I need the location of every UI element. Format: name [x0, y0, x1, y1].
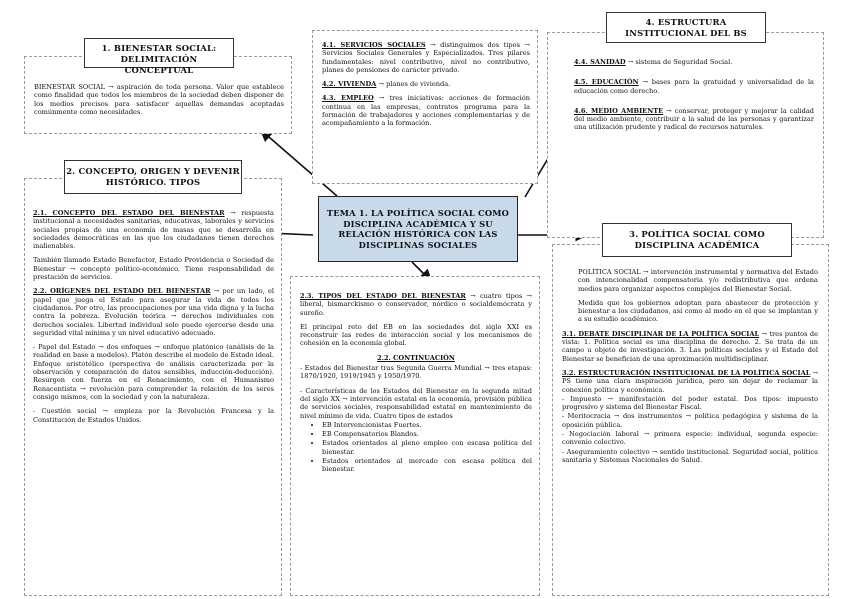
- heading-continuacion: 2.2. CONTINUACIÓN: [377, 353, 455, 362]
- central-topic-title: TEMA 1. LA POLÍTICA SOCIAL COMO DISCIPLINA ACADÉMICA Y SU RELACIÓN HISTÓRICA CON LAS DISCIPLINAS SOCIALES: [326, 208, 510, 250]
- heading-3-2: 3.2. ESTRUCTURACIÓN INSTITUCIONAL DE LA POLÍTICA SOCIAL: [562, 368, 811, 377]
- heading-4-3: 4.3. EMPLEO: [322, 94, 374, 103]
- heading-2-2: 2.2. ORÍGENES DEL ESTADO DEL BIENESTAR: [33, 287, 211, 296]
- list-item: • EB Intervencionistas Fuertes.: [322, 421, 532, 429]
- text-cuestion-social: - Cuestión social → empieza por la Revolución Francesa y la Constitución de Estados Unidos.: [33, 407, 274, 424]
- heading-4-6: 4.6. MEDIO AMBIENTE: [574, 106, 664, 115]
- section-1-text: BIENESTAR SOCIAL → aspiración de toda persona. Valor que establece como finalidad que todos los miembros de la sociedad deben disponer de los medios precisos para satisfacer aquellas demandas aceptadas comúnmente como necesidades.: [34, 83, 284, 116]
- list-item: • EB Compensatorios Blandos.: [322, 430, 532, 438]
- text-4-4: → sistema de Seguridad Social.: [625, 58, 733, 66]
- section-4-content: [574, 58, 814, 138]
- heading-4-5: 4.5. EDUCACIÓN: [574, 78, 639, 87]
- heading-3-1: 3.1. DEBATE DISCIPLINAR DE LA POLÍTICA SOCIAL: [562, 329, 760, 338]
- text-impuesto: - Impuesto → manifestación del poder estatal. Dos tipos: impuesto progresivo y sistema del Bienestar Fiscal.: [562, 394, 818, 412]
- text-reto-eb: El principal reto del EB en las sociedades del siglo XXI es reconstruir las redes de interacción social y los mecanismos de cohesión en la economía global.: [300, 322, 532, 348]
- text-negociacion: - Negociación laboral → primera especie: individual, segunda especie: convenio colectivo.: [562, 430, 818, 447]
- section-2-content: [33, 209, 274, 430]
- text-3-1: → tres puntos de vista: 1. Política social es una disciplina de derecho. 2. Se trata de un campo u objeto de investigación. 3. Las políticas sociales y el Estado del Bienestar se benefician de una aproximación multidisciplinar.: [562, 329, 818, 363]
- text-caracteristicas: - Características de los Estados del Bienestar en la segunda mitad del siglo XX → intervención estatal en la economía, provisión pública de servicios sociales, responsabilidad estatal en mantenimiento de nivel mínimo de vida. Cuatro tipos de estados: [300, 386, 532, 420]
- text-aseguramiento: - Aseguramiento colectivo → sentido institucional. Seguridad social, política sanitaria y Sistemas Nacionales de Salud.: [562, 447, 818, 464]
- central-topic: [318, 196, 518, 262]
- text-4-6: → conservar, proteger y mejorar la calidad del medio ambiente, contribuir a la salud de las personas y garantizar una utilización prudente y radical de recursos naturales.: [574, 106, 814, 132]
- section-4-top-content: [322, 41, 530, 134]
- text-4-2: → planes de vivienda.: [376, 80, 451, 89]
- text-2-1: → respuesta institucional a necesidades sanitarias, educativas, laborales y servicios sociales propias de una economía de masas que se desarrolla en sociedades democráticas en las que los ciudadanos tienen derechos inalienables.: [33, 209, 274, 251]
- section-3-title: 3. POLÍTICA SOCIAL COMO DISCIPLINA ACADÉMICA: [602, 223, 792, 257]
- tipos-estados-list: [300, 421, 532, 474]
- section-2-title: 2. CONCEPTO, ORIGEN Y DEVENIR HISTÓRICO. TIPOS: [64, 160, 242, 194]
- section-2-3-content: [300, 292, 532, 475]
- section-3-content: [562, 268, 818, 465]
- text-etapas: - Estados del Bienestar tras Segunda Guerra Mundial → tres etapas: 1870/1920, 1919/1945 y 1950/1970.: [300, 364, 532, 381]
- text-papel-estado: - Papel del Estado → dos enfoques → enfoque platónico (análisis de la realidad en base a modelos). Platón describe el modelo de Estado ideal. Enfoque aristotélico (perspectiva de análisis caracterizada por la observación y comparación de datos sensibles, inducción-deducción). Resurgen con fuerza en el Renacimiento, con el Humanismo Renacentista → revolución para comprender la relación de los seres consigo mismos, con la sociedad y con la naturaleza.: [33, 343, 274, 401]
- section-4-title: 4. ESTRUCTURA INSTITUCIONAL DEL BS: [606, 12, 766, 43]
- section-1-title: 1. BIENESTAR SOCIAL: DELIMITACIÓN CONCEPTUAL: [84, 38, 234, 68]
- list-item: • Estados orientados al pleno empleo con escasa política del bienestar.: [322, 439, 532, 456]
- heading-2-1: 2.1. CONCEPTO DEL ESTADO DEL BIENESTAR: [33, 209, 225, 217]
- text-2-1-b: También llamado Estado Benefactor, Estado Providencia o Sociedad de Bienestar → concepto político-económico. Tiene responsabilidad de prestación de servicios.: [33, 256, 274, 282]
- text-4-3: → tres iniciativas: acciones de formación continua en las empresas, contratos programa para la formación de trabajadores y acciones complementarias y de acompañamiento a la formación.: [322, 94, 530, 128]
- list-item: • Estados orientados al mercado con escasa política del bienestar.: [322, 457, 532, 474]
- text-4-1: → distinguimos dos tipos → Servicios Sociales Generales y Especializados. Tres pilares fundamentales: nivel contributivo, nivel no contributivo, planes de pensiones de carácter privado.: [322, 41, 530, 74]
- heading-2-3: 2.3. TIPOS DEL ESTADO DEL BIENESTAR: [300, 292, 466, 300]
- text-3-2: → PS tiene una clara inspiración jurídica, pero sin dejar de reclamar la conexión política y económica.: [562, 368, 819, 394]
- heading-4-4: 4.4. SANIDAD: [574, 58, 626, 66]
- heading-4-2: 4.2. VIVIENDA: [322, 80, 377, 89]
- text-medida-gobiernos: Medida que los gobiernos adoptan para abastecer de protección y bienestar a los ciudadanos, así como al modo en el que se implantan y a su estudio académico.: [578, 298, 818, 324]
- text-2-3: → cuatro tipos → liberal, bismarckismo o conservador, nórdico o socialdemócrata y sureño.: [300, 292, 532, 317]
- text-4-5: → bases para la gratuidad y universalidad de la educación como derecho.: [574, 78, 814, 95]
- heading-4-1: 4.1. SERVICIOS SOCIALES: [322, 41, 426, 49]
- text-2-2: → por un lado, el papel que juega el Estado para asegurar la vida de todos los ciudadanos. Por otro, las preocupaciones por una vida digna y la lucha contra la pobreza. Evolución teórica → derechos individuales con derechos sociales. Libertad individual solo puede ejercerse desde una seguridad vital mínima y un nivel educativo adecuado.: [33, 287, 274, 337]
- text-meritocracia: - Meritocracia → dos instrumentos → política pedagógica y sistema de la oposición pública.: [562, 412, 818, 429]
- text-politica-social: POLÍTICA SOCIAL → intervención instrumental y normativa del Estado con intencionalidad compensatoria y/o redistributiva que ordena medios para organizar aspectos complejos del Bienestar Social.: [578, 268, 818, 293]
